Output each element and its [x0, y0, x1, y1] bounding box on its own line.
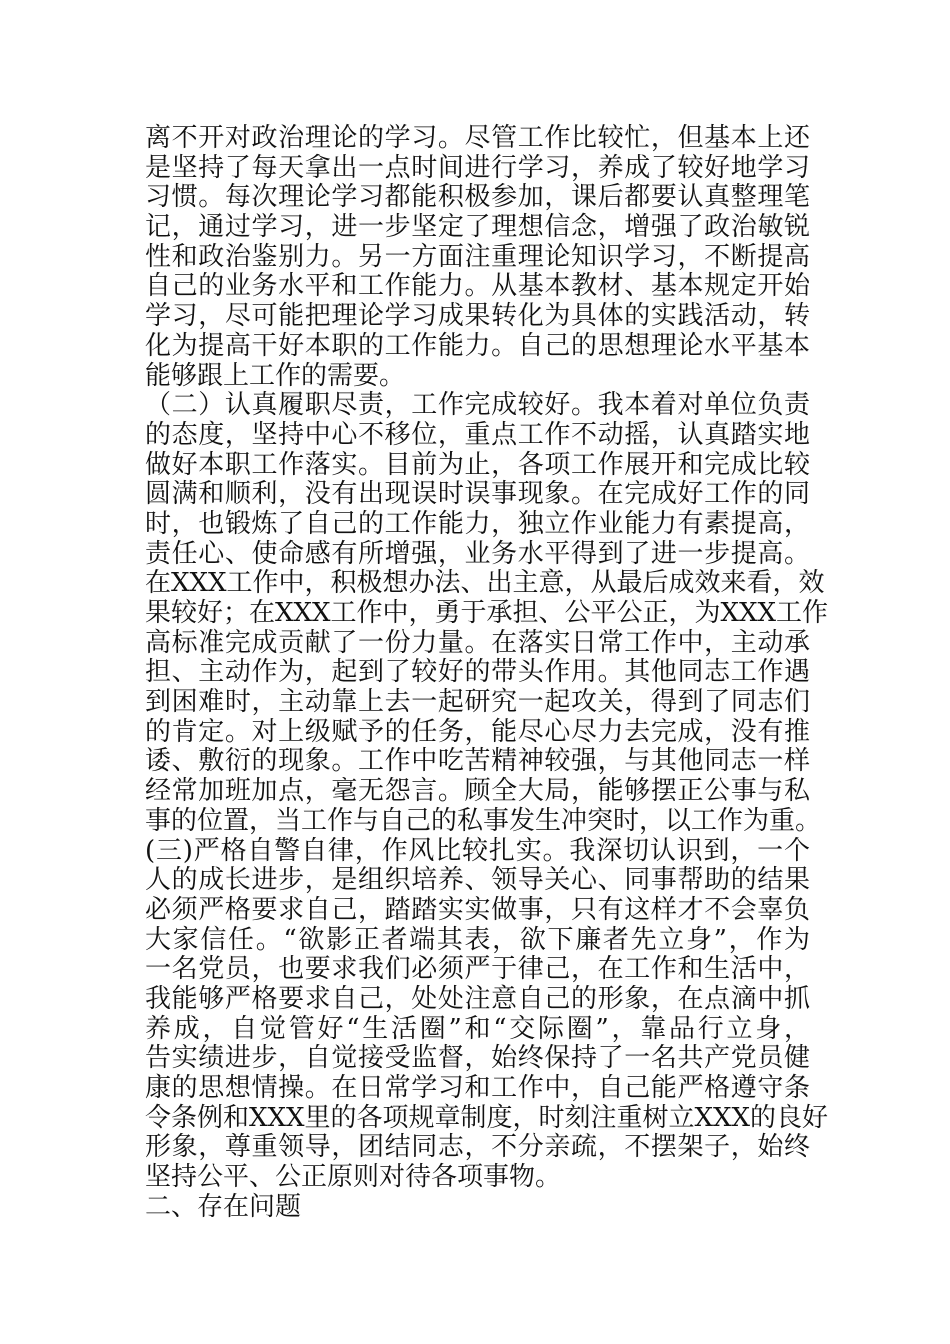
text-line: 自己的业务水平和工作能力。从基本教材、基本规定开始 [145, 271, 810, 302]
text-line: 告实绩进步，自觉接受监督，始终保持了一名共产党员健 [145, 1043, 810, 1074]
text-line: 担、主动作为，起到了较好的带头作用。其他同志工作遇 [145, 657, 810, 688]
text-line: 事的位置，当工作与自己的私事发生冲突时，以工作为重。 [145, 805, 822, 836]
text-line: 大家信任。“欲影正者端其表，欲下廉者先立身”，作为 [145, 924, 810, 955]
text-line: 人的成长进步，是组织培养、领导关心、同事帮助的结果 [145, 865, 810, 896]
text-line: 高标准完成贡献了一份力量。在落实日常工作中，主动承 [145, 627, 810, 658]
text-line: 责任心、使命感有所增强，业务水平得到了进一步提高。 [145, 538, 810, 569]
text-line: 的肯定。对上级赋予的任务，能尽心尽力去完成，没有推 [145, 716, 810, 747]
text-line: 性和政治鉴别力。另一方面注重理论知识学习，不断提高 [145, 241, 810, 272]
text-line: 坚持公平、公正原则对待各项事物。 [145, 1162, 562, 1193]
text-line: 是坚持了每天拿出一点时间进行学习，养成了较好地学习 [145, 152, 810, 183]
text-line: 学习，尽可能把理论学习成果转化为具体的实践活动，转 [145, 301, 810, 332]
section-heading-line: （二）认真履职尽责，工作完成较好。我本着对单位负责 [145, 390, 810, 421]
document-body [145, 123, 829, 1222]
text-line: 我能够严格要求自己，处处注意自己的形象，在点滴中抓 [145, 983, 810, 1014]
section-heading: 二、存在问题 [145, 1191, 302, 1222]
section-heading-line: (三)严格自警自律，作风比较扎实。我深切认识到，一个 [145, 835, 810, 866]
text-line: 形象，尊重领导，团结同志，不分亲疏，不摆架子，始终 [145, 1132, 810, 1163]
text-line: 在XXX工作中，积极想办法、出主意，从最后成效来看，效 [145, 568, 825, 599]
text-line: 能够跟上工作的需要。 [145, 360, 406, 391]
text-line: 习惯。每次理论学习都能积极参加，课后都要认真整理笔 [145, 182, 810, 213]
text-line: 果较好；在XXX工作中，勇于承担、公平公正，为XXX工作 [145, 598, 829, 628]
text-line: 离不开对政治理论的学习。尽管工作比较忙，但基本上还 [145, 123, 810, 153]
text-line: 必须严格要求自己，踏踏实实做事，只有这样才不会辜负 [145, 894, 810, 925]
text-line: 康的思想情操。在日常学习和工作中，自己能严格遵守条 [145, 1073, 810, 1103]
text-line: 的态度，坚持中心不移位，重点工作不动摇，认真踏实地 [145, 419, 810, 450]
text-line: 做好本职工作落实。目前为止，各项工作展开和完成比较 [145, 449, 810, 480]
text-line: 一名党员，也要求我们必须严于律己，在工作和生活中， [145, 954, 810, 985]
text-line: 时，也锻炼了自己的工作能力，独立作业能力有素提高， [145, 508, 810, 539]
text-line: 养成，自觉管好“生活圈”和“交际圈”，靠品行立身， [145, 1013, 810, 1044]
text-line: 诿、敷衍的现象。工作中吃苦精神较强，与其他同志一样 [145, 746, 810, 777]
text-line: 令条例和XXX里的各项规章制度，时刻注重树立XXX的良好 [145, 1102, 829, 1133]
text-line: 记，通过学习，进一步坚定了理想信念，增强了政治敏锐 [145, 212, 810, 243]
text-line: 圆满和顺利，没有出现误时误事现象。在完成好工作的同 [145, 479, 810, 510]
text-line: 化为提高干好本职的工作能力。自己的思想理论水平基本 [145, 330, 810, 361]
text-line: 到困难时，主动靠上去一起研究一起攻关，得到了同志们 [145, 687, 810, 718]
text-line: 经常加班加点，毫无怨言。顾全大局，能够摆正公事与私 [145, 776, 810, 807]
